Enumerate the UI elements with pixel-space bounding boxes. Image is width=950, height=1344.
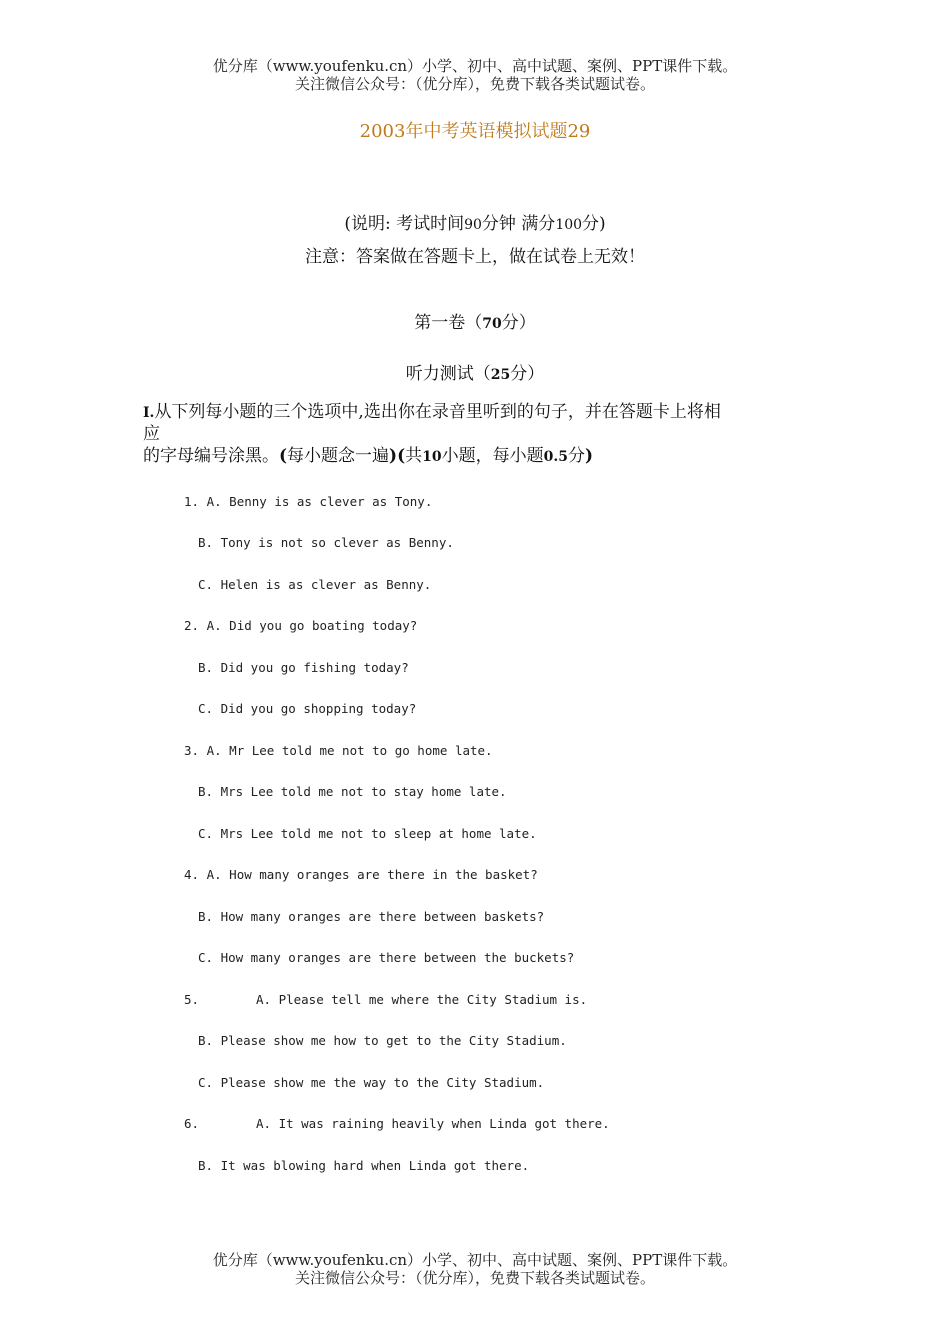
question-2-option-a <box>184 618 417 633</box>
instruction-text-2a: 的字母编号涂黑。 <box>143 446 279 466</box>
question-2-number: 2. <box>184 618 200 633</box>
instruction-text-2j: ) <box>584 446 594 466</box>
instruction-text-2g: 小题，每小题 <box>441 446 544 466</box>
instruction-line-2 <box>143 445 593 468</box>
instruction-roman: I. <box>143 405 155 421</box>
question-6-number: 6. <box>184 1116 200 1131</box>
exam-note <box>0 209 950 234</box>
question-5-option-a: A. Please tell me where the City Stadium is. <box>256 992 588 1007</box>
section-points: 25 <box>490 367 511 383</box>
question-4-option-c: C. How many oranges are there between the buckets? <box>198 950 575 965</box>
question-4-option-a <box>184 867 538 882</box>
question-3-option-b: B. Mrs Lee told me not to stay home late. <box>198 784 507 799</box>
exam-note-prefix: (说明: 考试时间 <box>344 214 465 234</box>
question-5-option-b: B. Please show me how to get to the City Stadium. <box>198 1033 567 1048</box>
header-line-2: 关注微信公众号：（优分库），免费下载各类试题试卷。 <box>294 75 655 93</box>
question-6-option-a: A. It was raining heavily when Linda got there. <box>256 1116 610 1131</box>
footer-line-1: 优分库（www.youfenku.cn）小学、初中、高中试题、案例、PPT课件下载。 <box>212 1251 738 1269</box>
instruction-count: 10 <box>422 449 442 465</box>
option-text: A. Benny is as clever as Tony. <box>206 494 433 509</box>
section-heading <box>0 359 950 384</box>
exam-note-suffix: 分) <box>582 214 606 234</box>
instruction-text-2b: ( <box>279 446 288 466</box>
section-prefix: 听力测试（ <box>405 364 491 384</box>
question-3-number: 3. <box>184 743 200 758</box>
volume-points: 70 <box>482 316 502 332</box>
option-text: A. How many oranges are there in the basket? <box>206 867 538 882</box>
question-3-option-a <box>184 743 493 758</box>
instruction-points: 0.5 <box>543 449 568 465</box>
question-4-option-b: B. How many oranges are there between baskets? <box>198 909 545 924</box>
question-1-option-b: B. Tony is not so clever as Benny. <box>198 535 454 550</box>
warning-text: 注意：答案做在答题卡上，做在试卷上无效！ <box>305 247 645 267</box>
question-1-number: 1. <box>184 494 200 509</box>
exam-score: 100 <box>555 217 583 233</box>
footer-line-2: 关注微信公众号：（优分库），免费下载各类试题试卷。 <box>294 1269 655 1287</box>
instruction-text-2i: 分 <box>567 446 585 466</box>
instruction-text-1: 从下列每小题的三个选项中,选出你在录音里听到的句子，并在答题卡上将相 <box>154 402 721 422</box>
header-line-1: 优分库（www.youfenku.cn）小学、初中、高中试题、案例、PPT课件下载。 <box>212 57 738 75</box>
question-2-option-c: C. Did you go shopping today? <box>198 701 417 716</box>
instruction-text-2c: 每小题念一遍 <box>287 446 390 466</box>
question-3-option-c: C. Mrs Lee told me not to sleep at home late. <box>198 826 537 841</box>
volume-heading <box>0 308 950 333</box>
question-1-option-a <box>184 494 432 509</box>
question-1-option-c: C. Helen is as clever as Benny. <box>198 577 432 592</box>
instruction-line-1b: 应 <box>143 424 160 444</box>
page-title: 2003年中考英语模拟试题29 <box>359 121 591 142</box>
option-text: A. Did you go boating today? <box>206 618 418 633</box>
volume-suffix: 分） <box>501 313 536 333</box>
question-6-option-b: B. It was blowing hard when Linda got there. <box>198 1158 530 1173</box>
option-text: A. Mr Lee told me not to go home late. <box>206 743 493 758</box>
exam-note-mid: 分钟 满分 <box>481 214 556 234</box>
instruction-line-1 <box>143 401 721 424</box>
question-2-option-b: B. Did you go fishing today? <box>198 660 409 675</box>
volume-prefix: 第一卷（ <box>414 313 483 333</box>
exam-time: 90 <box>464 217 482 233</box>
question-4-number: 4. <box>184 867 200 882</box>
section-suffix: 分） <box>510 364 545 384</box>
instruction-text-2d: )( <box>389 446 406 466</box>
question-5-number: 5. <box>184 992 200 1007</box>
question-5-option-c: C. Please show me the way to the City Stadium. <box>198 1075 545 1090</box>
instruction-text-2e: 共 <box>405 446 423 466</box>
